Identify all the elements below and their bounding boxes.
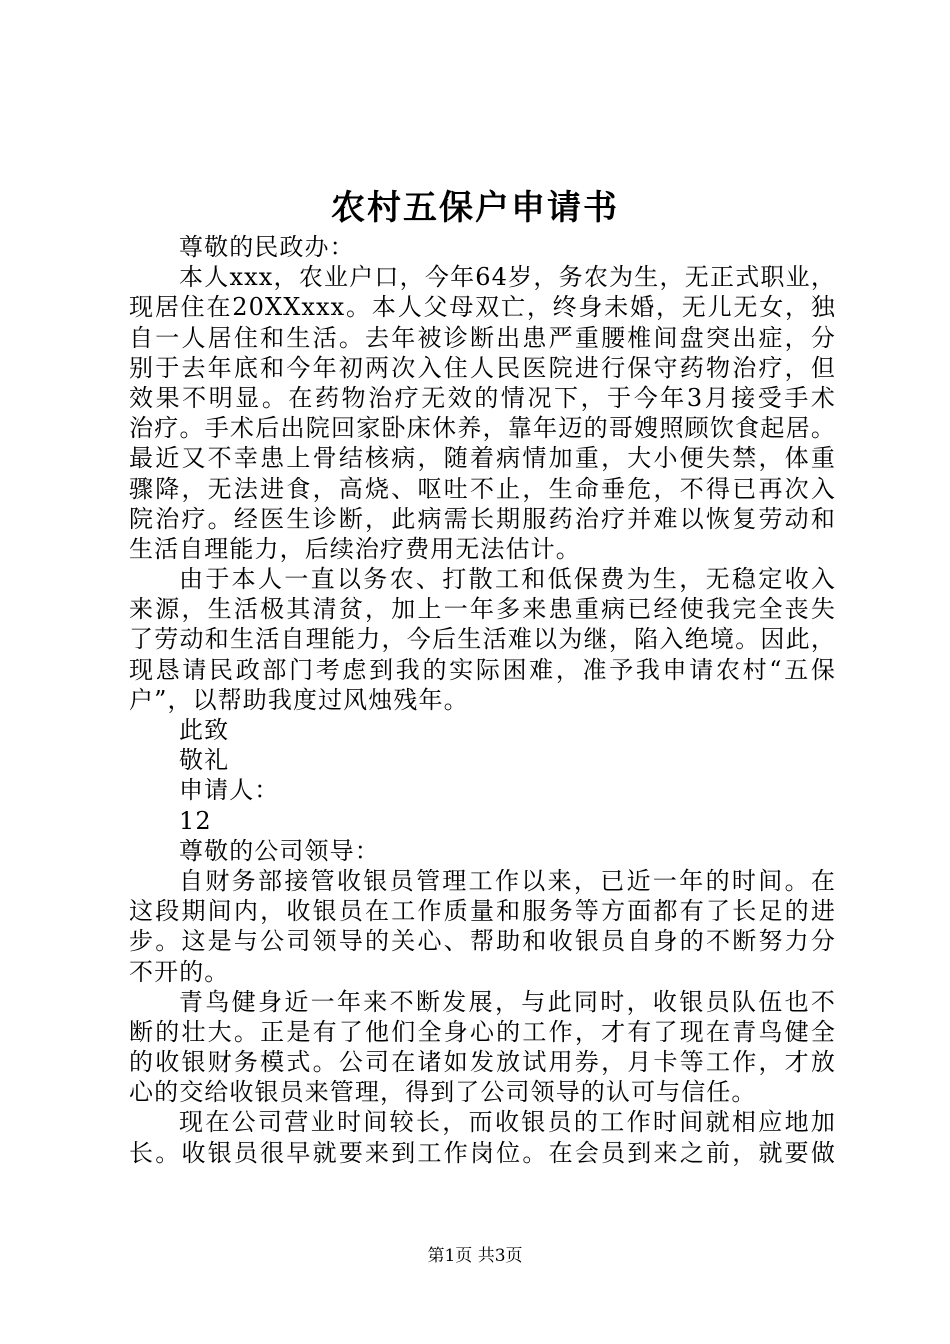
body-line: 最近又不幸患上骨结核病，随着病情加重，大小便失禁，体重 — [129, 444, 836, 473]
body-line: 的收银财务模式。公司在诸如发放试用券，月卡等工作，才放 — [129, 1048, 836, 1077]
body-line: 现居住在20XXxxx。本人父母双亡，终身未婚，无儿无女，独 — [129, 293, 836, 322]
body-line: 户”，以帮助我度过风烛残年。 — [129, 685, 469, 714]
body-line: 现在公司营业时间较长，而收银员的工作时间就相应地加 — [179, 1108, 836, 1137]
body-line: 敬礼 — [179, 746, 230, 775]
body-line: 生活自理能力，后续治疗费用无法估计。 — [129, 534, 581, 563]
body-line: 骤降，无法进食，高烧、呕吐不止，生命垂危，不得已再次入 — [129, 474, 836, 503]
body-line: 长。收银员很早就要来到工作岗位。在会员到来之前，就要做 — [129, 1138, 836, 1167]
body-line: 本人xxx，农业户口，今年64岁，务农为生，无正式职业， — [179, 263, 836, 292]
body-line: 断的壮大。正是有了他们全身心的工作，才有了现在青鸟健全 — [129, 1017, 836, 1046]
body-line: 不开的。 — [129, 957, 230, 986]
body-line: 青鸟健身近一年来不断发展，与此同时，收银员队伍也不 — [179, 987, 836, 1016]
body-line: 心的交给收银员来管理，得到了公司领导的认可与信任。 — [129, 1078, 757, 1107]
body-line: 尊敬的公司领导： — [179, 836, 380, 865]
body-line: 别于去年底和今年初两次入住人民医院进行保守药物治疗，但 — [129, 353, 836, 382]
document-body — [129, 232, 836, 1168]
body-line: 现恳请民政部门考虑到我的实际困难，准予我申请农村“五保 — [129, 655, 836, 684]
body-line: 治疗。手术后出院回家卧床休养，靠年迈的哥嫂照顾饮食起居。 — [129, 414, 836, 443]
body-line: 此致 — [179, 716, 230, 744]
body-line: 由于本人一直以务农、打散工和低保费为生，无稳定收入 — [179, 565, 836, 594]
body-line: 效果不明显。在药物治疗无效的情况下，于今年3月接受手术 — [129, 383, 836, 412]
body-line: 来源，生活极其清贫，加上一年多来患重病已经使我完全丧失 — [129, 595, 836, 624]
body-line: 了劳动和生活自理能力，今后生活难以为继，陷入绝境。因此， — [129, 625, 836, 654]
body-line: 院治疗。经医生诊断，此病需长期服药治疗并难以恢复劳动和 — [129, 504, 836, 533]
body-line: 这段期间内，收银员在工作质量和服务等方面都有了长足的进 — [129, 897, 836, 926]
page-footer: 第1页 共3页 — [427, 1246, 523, 1266]
body-line: 申请人： — [179, 776, 280, 805]
body-line: 步。这是与公司领导的关心、帮助和收银员自身的不断努力分 — [129, 927, 836, 956]
body-line: 自一人居住和生活。去年被诊断出患严重腰椎间盘突出症，分 — [129, 323, 836, 352]
body-line: 自财务部接管收银员管理工作以来，已近一年的时间。在 — [179, 866, 836, 895]
body-line: 12 — [179, 806, 212, 835]
document-title: 农村五保户申请书 — [331, 188, 619, 228]
body-line: 尊敬的民政办： — [179, 233, 355, 261]
